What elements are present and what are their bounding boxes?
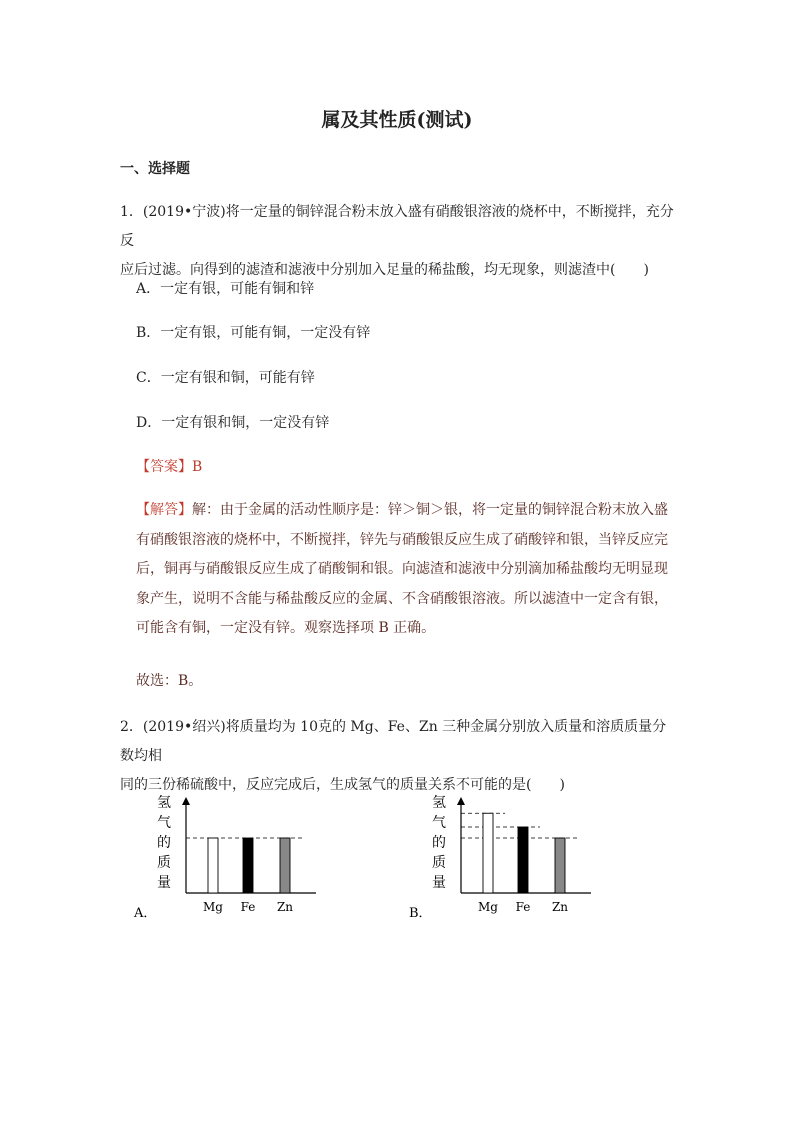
page-title: 属及其性质(测试) bbox=[321, 109, 473, 131]
y-axis-label-char: 气 bbox=[157, 815, 171, 831]
expl-line-5: 可能含有铜，一定没有锌。观察选择项 B 正确。 bbox=[136, 620, 436, 636]
option-label: B． bbox=[409, 906, 432, 921]
y-axis-label-char: 气 bbox=[432, 815, 446, 831]
bar-fe bbox=[518, 827, 528, 893]
q1-stem-line1: 1．(2019•宁波)将一定量的铜锌混合粉末放入盛有硝酸银溶液的烧杯中，不断搅拌，充分反 bbox=[120, 204, 674, 249]
bar-mg bbox=[208, 838, 218, 893]
x-tick-label: Mg bbox=[478, 900, 498, 914]
y-axis-label-char: 量 bbox=[432, 875, 446, 891]
q1-option-c: C．一定有银和铜，可能有锌 bbox=[136, 370, 315, 386]
expl-line-3: 后，铜再与硝酸银反应生成了硝酸铜和银。向滤渣和滤液中分别滴加稀盐酸均无明显现 bbox=[136, 561, 668, 577]
y-axis-label-char: 氢 bbox=[157, 795, 171, 811]
y-axis-label-char: 氢 bbox=[432, 795, 446, 811]
expl-tag: 【解答】 bbox=[136, 502, 192, 518]
expl-line-1: 【解答】解：由于金属的活动性顺序是：锌＞铜＞银，将一定量的铜锌混合粉末放入盛 bbox=[136, 502, 668, 518]
q2-stem-line1: 2．(2019•绍兴)将质量均为 10克的 Mg、Fe、Zn 三种金属分别放入质量和溶质质量分数均相 bbox=[120, 719, 667, 764]
chart-option-b bbox=[405, 785, 605, 925]
bar-mg bbox=[483, 813, 493, 893]
answer-value: B bbox=[192, 459, 203, 475]
chart-option-a bbox=[130, 785, 330, 925]
bar-zn bbox=[555, 838, 565, 893]
q1-option-d: D．一定有银和铜，一定没有锌 bbox=[136, 415, 330, 431]
y-axis-arrow bbox=[457, 797, 465, 805]
answer-tag: 【答案】 bbox=[136, 459, 192, 475]
q1-stem-line2: 应后过滤。向得到的滤渣和滤液中分别加入足量的稀盐酸，均无现象，则滤渣中( ) bbox=[120, 262, 649, 278]
y-axis-label-char: 质 bbox=[432, 855, 446, 871]
y-axis-label-char: 量 bbox=[157, 875, 171, 891]
expl-line-2: 有硝酸银溶液的烧杯中，不断搅拌，锌先与硝酸银反应生成了硝酸锌和银，当锌反应完 bbox=[136, 531, 668, 548]
bar-fe bbox=[243, 838, 253, 893]
x-tick-label: Fe bbox=[240, 900, 256, 914]
y-axis-arrow bbox=[182, 797, 190, 805]
q1-option-a: A．一定有银，可能有铜和锌 bbox=[136, 281, 315, 297]
y-axis-label-char: 的 bbox=[157, 835, 171, 851]
q1-explanation bbox=[136, 496, 684, 644]
q1-option-b: B．一定有银，可能有铜，一定没有锌 bbox=[136, 325, 371, 341]
x-tick-label: Zn bbox=[551, 900, 569, 914]
x-tick-label: Mg bbox=[203, 900, 223, 914]
y-axis-label-char: 质 bbox=[157, 855, 171, 871]
x-tick-label: Zn bbox=[276, 900, 294, 914]
q1-answer bbox=[136, 456, 202, 476]
option-label: A． bbox=[134, 906, 157, 921]
bar-zn bbox=[280, 838, 290, 893]
q1-stem bbox=[120, 198, 680, 285]
expl-line-4: 象产生，说明不含能与稀盐酸反应的金属、不含硝酸银溶液。所以滤渣中一定含有银， bbox=[136, 590, 668, 607]
q1-conclusion: 故选：B。 bbox=[136, 673, 203, 689]
section-heading: 一、选择题 bbox=[120, 161, 190, 177]
y-axis-label-char: 的 bbox=[432, 835, 446, 851]
x-tick-label: Fe bbox=[515, 900, 531, 914]
q2-stem-line2: 同的三份稀硫酸中，反应完成后，生成氢气的质量关系不可能的是( ) bbox=[120, 777, 565, 793]
